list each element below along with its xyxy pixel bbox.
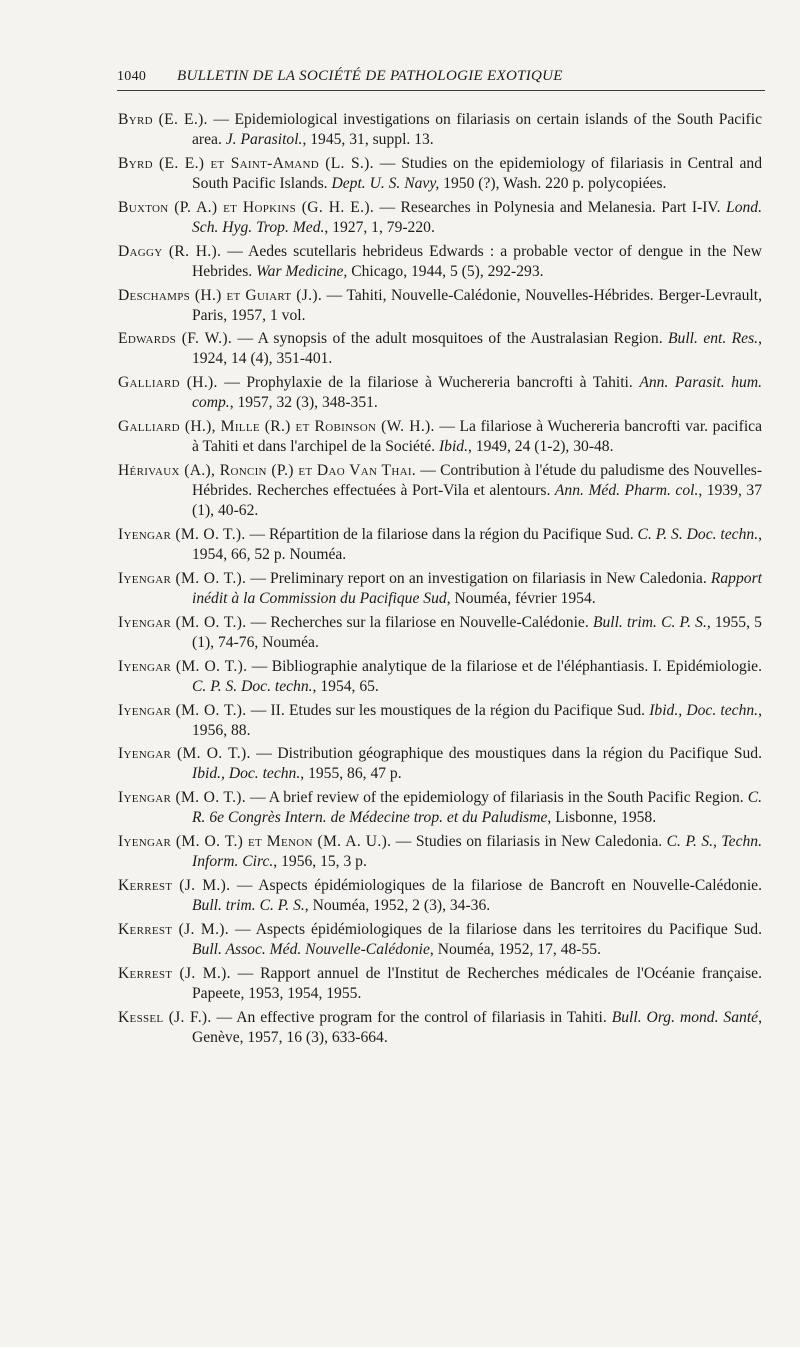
reference-source: Bull. trim. C. P. S. xyxy=(192,897,305,915)
reference-entry xyxy=(118,329,762,369)
reference-author: Iyengar (M. O. T.) et Menon (M. A. U.). xyxy=(118,833,392,851)
reference-entry xyxy=(118,569,762,609)
reference-source: C. R. 6e Congrès Intern. de Médecine trop. et du Paludisme xyxy=(192,789,762,827)
reference-author: Iyengar (M. O. T.). xyxy=(118,569,247,587)
reference-list xyxy=(118,110,762,1052)
reference-title: — An effective program for the control of filariasis in Tahiti. xyxy=(211,1008,612,1026)
reference-source: Ibid., Doc. techn. xyxy=(192,765,301,783)
reference-entry xyxy=(118,920,762,960)
reference-author: Kerrest (J. M.). xyxy=(118,877,231,895)
reference-title: — Aspects épidémiologiques de la filariose dans les territoires du Pacifique Sud. xyxy=(229,921,763,939)
reference-publication: , 1956, 88. xyxy=(192,701,762,739)
reference-entry xyxy=(118,788,762,828)
reference-author: Iyengar (M. O. T.). xyxy=(118,657,248,675)
reference-entry xyxy=(118,417,762,457)
reference-entry xyxy=(118,242,762,282)
reference-publication: , Genève, 1957, 16 (3), 633-664. xyxy=(192,1008,762,1046)
reference-author: Edwards (F. W.). xyxy=(118,330,233,348)
reference-source: J. Parasitol. xyxy=(225,131,303,148)
reference-entry xyxy=(118,286,762,326)
reference-author: Byrd (E. E.). xyxy=(118,111,208,128)
reference-title: — Preliminary report on an investigation on filariasis in New Caledonia. xyxy=(246,569,711,587)
reference-author: Byrd (E. E.) et Saint-Amand (L. S.). xyxy=(118,154,374,172)
reference-entry xyxy=(118,373,762,413)
reference-title: — La filariose à Wuchereria bancrofti var. pacifica à Tahiti et dans l'archipel de la Société. xyxy=(192,418,762,456)
reference-source: Dept. U. S. Navy, xyxy=(331,174,440,192)
reference-author: Hérivaux (A.), Roncin (P.) et Dao Van Thai. xyxy=(118,462,417,480)
reference-author: Iyengar (M. O. T.). xyxy=(118,613,247,631)
reference-entry xyxy=(118,154,762,194)
reference-title: — Prophylaxie de la filariose à Wuchereria bancrofti à Tahiti. xyxy=(217,374,640,392)
reference-publication: , 1955, 5 (1), 74-76, Nouméa. xyxy=(192,613,762,651)
reference-title: — II. Etudes sur les moustiques de la région du Pacifique Sud. xyxy=(246,701,650,719)
reference-author: Kerrest (J. M.). xyxy=(118,921,229,939)
reference-author: Iyengar (M. O. T.). xyxy=(118,745,251,763)
reference-entry xyxy=(118,461,762,521)
reference-title: — Aspects épidémiologiques de la filariose de Bancroft en Nouvelle-Calédonie. xyxy=(230,877,763,895)
reference-entry xyxy=(118,876,762,916)
reference-source: C. P. S., Techn. Inform. Circ. xyxy=(192,833,762,871)
reference-publication: , Nouméa, 1952, 17, 48-55. xyxy=(429,941,601,959)
reference-author: Iyengar (M. O. T.). xyxy=(118,526,246,544)
reference-source: Lond. Sch. Hyg. Trop. Med. xyxy=(192,198,762,236)
page-header xyxy=(117,68,765,85)
reference-publication: , Lisbonne, 1958. xyxy=(547,809,657,827)
reference-publication: , 1956, 15, 3 p. xyxy=(273,853,367,871)
reference-publication: Chicago, 1944, 5 (5), 292-293. xyxy=(347,262,544,280)
reference-title: — Researches in Polynesia and Melanesia. Part I-IV. xyxy=(374,198,727,216)
reference-author: Iyengar (M. O. T.). xyxy=(118,701,247,719)
reference-publication: , 1957, 32 (3), 348-351. xyxy=(229,394,378,412)
header-rule xyxy=(117,90,765,91)
reference-source: C. P. S. Doc. techn. xyxy=(192,677,313,695)
reference-title: — Studies on the epidemiology of filariasis in Central and South Pacific Islands. xyxy=(192,154,762,192)
reference-entry xyxy=(118,744,762,784)
reference-source: Bull. Org. mond. Santé xyxy=(611,1008,759,1026)
reference-entry xyxy=(118,657,762,697)
reference-source: Bull. ent. Res. xyxy=(668,330,759,348)
reference-author: Galliard (H.), Mille (R.) et Robinson (W. H.). xyxy=(118,418,435,436)
reference-author: Kerrest (J. M.). xyxy=(118,964,231,982)
reference-entry xyxy=(118,1008,762,1048)
reference-publication: , 1954, 65. xyxy=(312,677,379,695)
reference-source: Ann. Parasit. hum. comp. xyxy=(192,374,762,412)
reference-publication: , 1945, 31, suppl. 13. xyxy=(302,131,434,148)
page-number: 1040 xyxy=(117,69,147,84)
reference-title: — Rapport annuel de l'Institut de Recherches médicales de l'Océanie française. Papeete, 1953, 1954, 1955. xyxy=(192,964,762,1002)
reference-publication: , 1949, 24 (1-2), 30-48. xyxy=(467,438,614,456)
reference-publication: , Nouméa, 1952, 2 (3), 34-36. xyxy=(304,897,491,915)
reference-title: — Aedes scutellaris hebrideus Edwards : a probable vector of dengue in the New Hebrides. xyxy=(192,242,762,280)
reference-source: Bull. Assoc. Méd. Nouvelle-Calédonie xyxy=(192,941,430,959)
reference-source: Ann. Méd. Pharm. col. xyxy=(554,482,699,500)
reference-source: War Medicine, xyxy=(256,262,348,280)
reference-source: Rapport inédit à la Commission du Pacifique Sud xyxy=(192,569,762,607)
reference-author: Galliard (H.). xyxy=(118,374,218,392)
reference-title: — A brief review of the epidemiology of filariasis in the South Pacific Region. xyxy=(246,789,748,807)
reference-source: Ibid., Doc. techn. xyxy=(649,701,759,719)
reference-title: — Répartition de la filariose dans la région du Pacifique Sud. xyxy=(245,526,638,544)
reference-source: Ibid. xyxy=(438,438,468,456)
reference-title: — Studies on filariasis in New Caledonia. xyxy=(391,833,667,851)
reference-author: Kessel (J. F.). xyxy=(118,1008,212,1026)
reference-entry xyxy=(118,964,762,1004)
reference-entry xyxy=(118,525,762,565)
reference-title: — Recherches sur la filariose en Nouvelle-Calédonie. xyxy=(246,613,593,631)
reference-title: — A synopsis of the adult mosquitoes of the Australasian Region. xyxy=(232,330,669,348)
reference-publication: , 1927, 1, 79-220. xyxy=(324,218,435,236)
reference-source: C. P. S. Doc. techn. xyxy=(637,526,759,544)
reference-publication: 1950 (?), Wash. 220 p. polycopiées. xyxy=(439,174,667,192)
reference-publication: , 1939, 37 (1), 40-62. xyxy=(192,482,762,520)
reference-author: Deschamps (H.) et Guiart (J.). xyxy=(118,286,323,304)
reference-entry xyxy=(118,110,762,150)
reference-title: — Bibliographie analytique de la filariose et de l'éléphantiasis. I. Epidémiologie. xyxy=(247,657,762,675)
journal-title: BULLETIN DE LA SOCIÉTÉ DE PATHOLOGIE EXOTIQUE xyxy=(177,68,563,84)
reference-entry xyxy=(118,832,762,872)
reference-title: — Tahiti, Nouvelle-Calédonie, Nouvelles-Hébrides. Berger-Levrault, Paris, 1957, 1 vol. xyxy=(192,286,762,324)
reference-title: — Contribution à l'étude du paludisme des Nouvelles-Hébrides. Recherches effectuées à Port-Vila et alentours. xyxy=(192,462,763,500)
reference-source: Bull. trim. C. P. S. xyxy=(592,613,707,631)
reference-entry xyxy=(118,613,762,653)
reference-author: Buxton (P. A.) et Hopkins (G. H. E.). xyxy=(118,198,375,216)
reference-title: — Distribution géographique des moustiques dans la région du Pacifique Sud. xyxy=(250,745,762,763)
reference-publication: , Nouméa, février 1954. xyxy=(446,589,596,607)
reference-publication: , 1924, 14 (4), 351-401. xyxy=(192,330,762,368)
reference-title: — Epidemiological investigations on filariasis on certain islands of the South Pacific area. xyxy=(192,111,762,148)
reference-author: Iyengar (M. O. T.). xyxy=(118,789,246,807)
reference-publication: , 1954, 66, 52 p. Nouméa. xyxy=(192,526,762,564)
reference-publication: , 1955, 86, 47 p. xyxy=(300,765,402,783)
reference-entry xyxy=(118,198,762,238)
reference-author: Daggy (R. H.). xyxy=(118,242,222,260)
reference-entry xyxy=(118,701,762,741)
